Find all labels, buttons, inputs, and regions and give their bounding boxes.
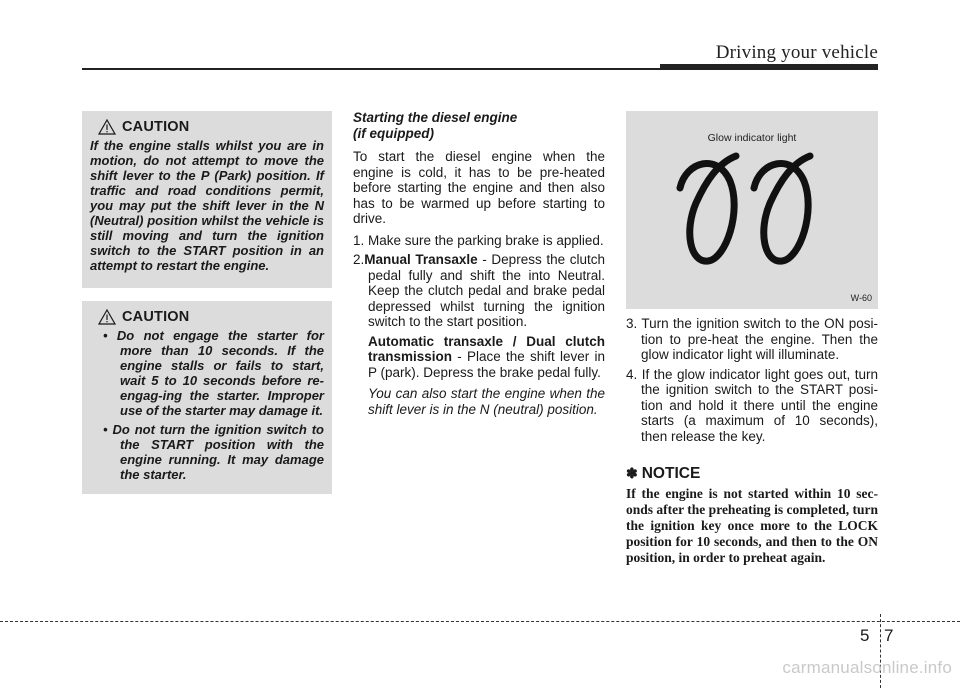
warning-triangle-icon — [98, 119, 116, 135]
glow-indicator-figure — [626, 111, 878, 309]
glow-indicator-icon — [626, 111, 878, 309]
caution-bullet: • Do not turn the ignition switch to the START position with the engine running. It may damage the starter. — [103, 422, 324, 482]
header-rule — [82, 68, 660, 70]
automatic-transaxle-text: - Place the shift lever in P (park). Depress the brake pedal fully. — [368, 349, 605, 380]
intro-paragraph: To start the diesel engine when the engine is cold, it has to be pre-heated before starting the engine and then also has to be warmed up before starting to drive. — [353, 149, 605, 226]
step-4: 4. If the glow indicator light goes out, turn the ignition switch to the START posi-tion and hold it there until the engine starts (a maximum of 10 seconds), then release the key. — [626, 366, 878, 444]
step-2 — [353, 252, 605, 330]
caution-box-stall — [82, 111, 332, 288]
notice-heading — [626, 466, 878, 482]
neutral-note: You can also start the engine when the shift lever is in the N (neutral) position. — [368, 386, 605, 417]
caution-title: CAUTION — [122, 309, 190, 325]
right-column — [626, 316, 878, 566]
caution-title: CAUTION — [122, 119, 190, 135]
notice-text: If the engine is not started within 10 sec-onds after the preheating is completed, turn the ignition key once more to the LOCK position for 10 seconds, and then to the ON position, in order to preheat again. — [626, 485, 878, 565]
caution-header — [98, 119, 324, 135]
step-1: 1. Make sure the parking brake is applied. — [353, 232, 604, 248]
step-3: 3. Turn the ignition switch to the ON posi-tion to pre-heat the engine. Then the glow indicator light will illuminate. — [626, 316, 878, 362]
step-2-label: Manual Transaxle — [364, 252, 478, 267]
header-bar — [660, 64, 878, 70]
step-2-text: - Depress the clutch pedal fully and shift the into Neutral. Keep the clutch pedal and brake pedal depressed whilst turning the ignition switch to the start position. — [368, 252, 605, 329]
footer-rule — [0, 621, 960, 622]
page-section-number: 5 — [860, 626, 870, 645]
caution-header — [98, 309, 324, 325]
automatic-transaxle-paragraph — [368, 334, 605, 381]
main-column — [353, 110, 605, 417]
caution-text: If the engine stalls whilst you are in motion, do not attempt to move the shift lever to the P (Park) position. If traffic and road conditions permit, you may put the shift lever in the N (Neutral) position whilst the vehicle is still moving and turn the ignition switch to the START position in an attempt to restart the engine. — [90, 138, 324, 273]
notice-title: NOTICE — [641, 465, 701, 482]
figure-caption: Glow indicator light — [707, 132, 797, 144]
section-title-line2: (if equipped) — [353, 125, 434, 141]
step-2-number: 2. — [353, 252, 365, 267]
caution-box-starter — [82, 301, 332, 494]
figure-code: W-60 — [850, 293, 872, 303]
page-number: 7 — [884, 626, 894, 645]
caution-bullet: • Do not engage the starter for more than 10 seconds. If the engine stalls or fails to start, wait 5 to 10 seconds before re-engag-ing the starter. Improper use of the starter may damage it. — [103, 328, 324, 418]
warning-triangle-icon — [98, 309, 116, 325]
automatic-transaxle-label: Automatic transaxle / Dual clutch transmission — [368, 333, 605, 364]
watermark: carmanualsonline.info — [782, 658, 952, 677]
header-title: Driving your vehicle — [715, 42, 878, 63]
section-title — [353, 110, 605, 141]
section-title-line1: Starting the diesel engine — [353, 110, 518, 125]
notice-star-icon: ✽ — [626, 465, 638, 481]
